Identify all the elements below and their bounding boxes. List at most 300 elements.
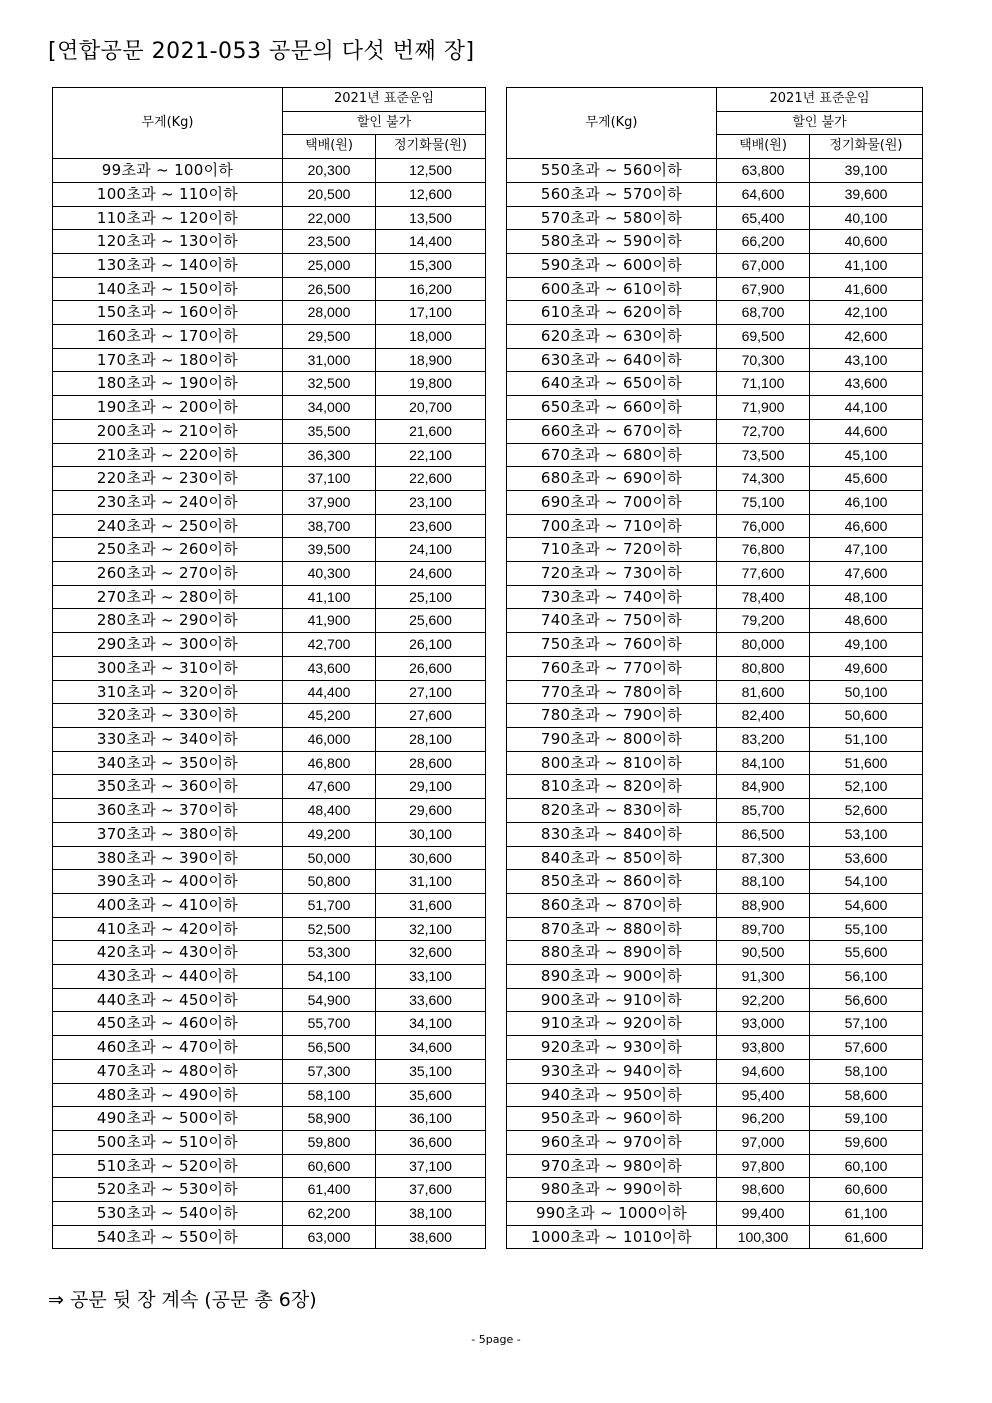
courier-rate-cell: 50,000 xyxy=(283,846,376,870)
table-row xyxy=(53,988,486,1012)
table-row xyxy=(53,1059,486,1083)
courier-rate-cell: 58,900 xyxy=(283,1107,376,1131)
weight-range-cell: 740초과 ~ 750이하 xyxy=(507,609,717,633)
weight-range-cell: 210초과 ~ 220이하 xyxy=(53,443,283,467)
table-row xyxy=(53,301,486,325)
freight-rate-cell: 47,600 xyxy=(810,562,923,586)
courier-rate-cell: 92,200 xyxy=(717,988,810,1012)
table-row xyxy=(53,846,486,870)
freight-rate-cell: 18,900 xyxy=(376,348,486,372)
courier-rate-cell: 91,300 xyxy=(717,965,810,989)
freight-rate-cell: 30,600 xyxy=(376,846,486,870)
courier-rate-cell: 93,800 xyxy=(717,1036,810,1060)
freight-rate-cell: 31,600 xyxy=(376,893,486,917)
courier-rate-cell: 40,300 xyxy=(283,562,376,586)
weight-range-cell: 760초과 ~ 770이하 xyxy=(507,656,717,680)
table-row xyxy=(507,609,923,633)
weight-range-cell: 840초과 ~ 850이하 xyxy=(507,846,717,870)
table-row xyxy=(53,538,486,562)
courier-rate-cell: 35,500 xyxy=(283,419,376,443)
freight-rate-cell: 17,100 xyxy=(376,301,486,325)
courier-rate-cell: 43,600 xyxy=(283,656,376,680)
courier-rate-cell: 46,800 xyxy=(283,751,376,775)
weight-range-cell: 490초과 ~ 500이하 xyxy=(53,1107,283,1131)
freight-rate-cell: 36,100 xyxy=(376,1107,486,1131)
table-row xyxy=(53,680,486,704)
courier-rate-cell: 64,600 xyxy=(717,182,810,206)
table-row xyxy=(507,1083,923,1107)
freight-rate-cell: 29,100 xyxy=(376,775,486,799)
weight-range-cell: 180초과 ~ 190이하 xyxy=(53,372,283,396)
freight-rate-cell: 34,600 xyxy=(376,1036,486,1060)
table-row xyxy=(53,609,486,633)
courier-header: 택배(원) xyxy=(283,135,376,159)
table-row xyxy=(507,799,923,823)
table-row xyxy=(507,1202,923,1226)
rate-rows-left xyxy=(53,159,486,1249)
table-row xyxy=(53,1083,486,1107)
freight-rate-cell: 25,100 xyxy=(376,585,486,609)
table-row xyxy=(53,182,486,206)
courier-rate-cell: 100,300 xyxy=(717,1225,810,1249)
courier-rate-cell: 84,100 xyxy=(717,751,810,775)
freight-rate-cell: 51,100 xyxy=(810,727,923,751)
table-row xyxy=(53,727,486,751)
weight-range-cell: 240초과 ~ 250이하 xyxy=(53,514,283,538)
table-row xyxy=(507,917,923,941)
table-row xyxy=(53,277,486,301)
table-row xyxy=(53,253,486,277)
weight-range-cell: 690초과 ~ 700이하 xyxy=(507,490,717,514)
freight-rate-cell: 23,100 xyxy=(376,490,486,514)
courier-rate-cell: 57,300 xyxy=(283,1059,376,1083)
weight-range-cell: 360초과 ~ 370이하 xyxy=(53,799,283,823)
weight-range-cell: 270초과 ~ 280이하 xyxy=(53,585,283,609)
document-title: [연합공문 2021-053 공문의 다섯 번째 장] xyxy=(48,39,475,64)
weight-range-cell: 950초과 ~ 960이하 xyxy=(507,1107,717,1131)
weight-range-cell: 170초과 ~ 180이하 xyxy=(53,348,283,372)
table-row xyxy=(507,941,923,965)
courier-rate-cell: 82,400 xyxy=(717,704,810,728)
table-row xyxy=(507,1225,923,1249)
table-row xyxy=(53,490,486,514)
table-row xyxy=(53,893,486,917)
weight-range-cell: 380초과 ~ 390이하 xyxy=(53,846,283,870)
weight-header: 무게(Kg) xyxy=(53,88,283,159)
table-row xyxy=(53,1178,486,1202)
year-rate-header: 2021년 표준운임 xyxy=(283,88,486,112)
freight-rate-cell: 39,100 xyxy=(810,159,923,183)
freight-header: 정기화물(원) xyxy=(810,135,923,159)
weight-range-cell: 670초과 ~ 680이하 xyxy=(507,443,717,467)
table-row xyxy=(53,514,486,538)
table-row xyxy=(507,514,923,538)
table-row xyxy=(53,751,486,775)
freight-rate-cell: 56,600 xyxy=(810,988,923,1012)
weight-range-cell: 300초과 ~ 310이하 xyxy=(53,656,283,680)
table-row xyxy=(507,1130,923,1154)
weight-range-cell: 960초과 ~ 970이하 xyxy=(507,1130,717,1154)
freight-rate-cell: 38,600 xyxy=(376,1225,486,1249)
courier-rate-cell: 42,700 xyxy=(283,633,376,657)
table-row xyxy=(53,917,486,941)
courier-rate-cell: 55,700 xyxy=(283,1012,376,1036)
freight-rate-cell: 35,100 xyxy=(376,1059,486,1083)
courier-rate-cell: 62,200 xyxy=(283,1202,376,1226)
table-row xyxy=(53,656,486,680)
weight-range-cell: 550초과 ~ 560이하 xyxy=(507,159,717,183)
courier-rate-cell: 20,500 xyxy=(283,182,376,206)
freight-rate-cell: 49,100 xyxy=(810,633,923,657)
table-row xyxy=(507,1178,923,1202)
courier-rate-cell: 48,400 xyxy=(283,799,376,823)
weight-range-cell: 350초과 ~ 360이하 xyxy=(53,775,283,799)
weight-range-cell: 870초과 ~ 880이하 xyxy=(507,917,717,941)
freight-rate-cell: 24,100 xyxy=(376,538,486,562)
weight-range-cell: 700초과 ~ 710이하 xyxy=(507,514,717,538)
freight-rate-cell: 46,600 xyxy=(810,514,923,538)
freight-rate-cell: 12,500 xyxy=(376,159,486,183)
courier-rate-cell: 71,900 xyxy=(717,396,810,420)
weight-range-cell: 250초과 ~ 260이하 xyxy=(53,538,283,562)
courier-rate-cell: 83,200 xyxy=(717,727,810,751)
freight-rate-cell: 31,100 xyxy=(376,870,486,894)
courier-rate-cell: 66,200 xyxy=(717,230,810,254)
weight-range-cell: 400초과 ~ 410이하 xyxy=(53,893,283,917)
weight-range-cell: 280초과 ~ 290이하 xyxy=(53,609,283,633)
courier-rate-cell: 89,700 xyxy=(717,917,810,941)
freight-rate-cell: 27,600 xyxy=(376,704,486,728)
table-row xyxy=(507,490,923,514)
freight-rate-cell: 40,600 xyxy=(810,230,923,254)
freight-rate-cell: 58,100 xyxy=(810,1059,923,1083)
courier-rate-cell: 23,500 xyxy=(283,230,376,254)
freight-rate-cell: 61,600 xyxy=(810,1225,923,1249)
freight-rate-cell: 25,600 xyxy=(376,609,486,633)
table-row xyxy=(53,419,486,443)
freight-rate-cell: 45,100 xyxy=(810,443,923,467)
freight-rate-cell: 12,600 xyxy=(376,182,486,206)
freight-rate-cell: 42,100 xyxy=(810,301,923,325)
weight-range-cell: 940초과 ~ 950이하 xyxy=(507,1083,717,1107)
freight-rate-cell: 29,600 xyxy=(376,799,486,823)
weight-range-cell: 790초과 ~ 800이하 xyxy=(507,727,717,751)
courier-rate-cell: 87,300 xyxy=(717,846,810,870)
freight-rate-cell: 51,600 xyxy=(810,751,923,775)
courier-rate-cell: 44,400 xyxy=(283,680,376,704)
courier-rate-cell: 67,000 xyxy=(717,253,810,277)
courier-rate-cell: 71,100 xyxy=(717,372,810,396)
weight-range-cell: 310초과 ~ 320이하 xyxy=(53,680,283,704)
courier-rate-cell: 39,500 xyxy=(283,538,376,562)
weight-range-cell: 520초과 ~ 530이하 xyxy=(53,1178,283,1202)
courier-rate-cell: 61,400 xyxy=(283,1178,376,1202)
weight-range-cell: 99초과 ~ 100이하 xyxy=(53,159,283,183)
table-row xyxy=(507,585,923,609)
courier-rate-cell: 94,600 xyxy=(717,1059,810,1083)
weight-range-cell: 470초과 ~ 480이하 xyxy=(53,1059,283,1083)
courier-rate-cell: 81,600 xyxy=(717,680,810,704)
table-row xyxy=(53,799,486,823)
weight-range-cell: 320초과 ~ 330이하 xyxy=(53,704,283,728)
courier-rate-cell: 88,100 xyxy=(717,870,810,894)
weight-range-cell: 730초과 ~ 740이하 xyxy=(507,585,717,609)
freight-rate-cell: 14,400 xyxy=(376,230,486,254)
freight-rate-cell: 50,100 xyxy=(810,680,923,704)
table-row xyxy=(53,965,486,989)
courier-rate-cell: 63,000 xyxy=(283,1225,376,1249)
no-discount-header: 할인 불가 xyxy=(283,111,486,135)
weight-range-cell: 190초과 ~ 200이하 xyxy=(53,396,283,420)
freight-rate-cell: 22,100 xyxy=(376,443,486,467)
courier-rate-cell: 63,800 xyxy=(717,159,810,183)
table-row xyxy=(53,467,486,491)
table-row xyxy=(507,348,923,372)
weight-range-cell: 820초과 ~ 830이하 xyxy=(507,799,717,823)
table-row xyxy=(507,372,923,396)
weight-range-cell: 720초과 ~ 730이하 xyxy=(507,562,717,586)
freight-rate-cell: 23,600 xyxy=(376,514,486,538)
courier-rate-cell: 67,900 xyxy=(717,277,810,301)
weight-range-cell: 590초과 ~ 600이하 xyxy=(507,253,717,277)
table-row xyxy=(53,1202,486,1226)
table-row xyxy=(507,893,923,917)
freight-rate-cell: 22,600 xyxy=(376,467,486,491)
courier-rate-cell: 77,600 xyxy=(717,562,810,586)
freight-rate-cell: 55,600 xyxy=(810,941,923,965)
table-row xyxy=(507,1107,923,1131)
weight-range-cell: 510초과 ~ 520이하 xyxy=(53,1154,283,1178)
courier-rate-cell: 56,500 xyxy=(283,1036,376,1060)
table-row xyxy=(507,467,923,491)
freight-rate-cell: 47,100 xyxy=(810,538,923,562)
freight-rate-cell: 53,600 xyxy=(810,846,923,870)
table-row xyxy=(507,680,923,704)
table-row xyxy=(507,443,923,467)
table-row xyxy=(53,1154,486,1178)
table-row xyxy=(53,704,486,728)
courier-rate-cell: 96,200 xyxy=(717,1107,810,1131)
courier-rate-cell: 37,900 xyxy=(283,490,376,514)
weight-range-cell: 750초과 ~ 760이하 xyxy=(507,633,717,657)
weight-range-cell: 370초과 ~ 380이하 xyxy=(53,822,283,846)
weight-range-cell: 420초과 ~ 430이하 xyxy=(53,941,283,965)
freight-rate-cell: 32,600 xyxy=(376,941,486,965)
table-row xyxy=(53,159,486,183)
table-row xyxy=(507,301,923,325)
courier-rate-cell: 22,000 xyxy=(283,206,376,230)
freight-rate-cell: 32,100 xyxy=(376,917,486,941)
table-row xyxy=(53,585,486,609)
courier-rate-cell: 73,500 xyxy=(717,443,810,467)
weight-range-cell: 660초과 ~ 670이하 xyxy=(507,419,717,443)
courier-rate-cell: 60,600 xyxy=(283,1154,376,1178)
table-row xyxy=(507,870,923,894)
table-row xyxy=(507,775,923,799)
freight-rate-cell: 13,500 xyxy=(376,206,486,230)
freight-rate-cell: 40,100 xyxy=(810,206,923,230)
weight-range-cell: 330초과 ~ 340이하 xyxy=(53,727,283,751)
freight-rate-cell: 28,600 xyxy=(376,751,486,775)
courier-rate-cell: 84,900 xyxy=(717,775,810,799)
courier-rate-cell: 25,000 xyxy=(283,253,376,277)
courier-rate-cell: 72,700 xyxy=(717,419,810,443)
courier-rate-cell: 97,800 xyxy=(717,1154,810,1178)
courier-rate-cell: 52,500 xyxy=(283,917,376,941)
freight-rate-cell: 53,100 xyxy=(810,822,923,846)
weight-range-cell: 630초과 ~ 640이하 xyxy=(507,348,717,372)
weight-range-cell: 640초과 ~ 650이하 xyxy=(507,372,717,396)
table-row xyxy=(53,1012,486,1036)
year-rate-header: 2021년 표준운임 xyxy=(717,88,923,112)
weight-range-cell: 1000초과 ~ 1010이하 xyxy=(507,1225,717,1249)
table-row xyxy=(507,822,923,846)
courier-rate-cell: 38,700 xyxy=(283,514,376,538)
courier-rate-cell: 47,600 xyxy=(283,775,376,799)
freight-rate-cell: 33,600 xyxy=(376,988,486,1012)
freight-rate-cell: 46,100 xyxy=(810,490,923,514)
table-row xyxy=(53,1225,486,1249)
freight-rate-cell: 52,100 xyxy=(810,775,923,799)
courier-rate-cell: 80,000 xyxy=(717,633,810,657)
courier-rate-cell: 37,100 xyxy=(283,467,376,491)
table-row xyxy=(507,1012,923,1036)
courier-rate-cell: 46,000 xyxy=(283,727,376,751)
courier-rate-cell: 51,700 xyxy=(283,893,376,917)
courier-rate-cell: 31,000 xyxy=(283,348,376,372)
weight-range-cell: 100초과 ~ 110이하 xyxy=(53,182,283,206)
weight-header: 무게(Kg) xyxy=(507,88,717,159)
table-row xyxy=(507,965,923,989)
table-row xyxy=(507,633,923,657)
courier-rate-cell: 93,000 xyxy=(717,1012,810,1036)
freight-rate-cell: 50,600 xyxy=(810,704,923,728)
freight-rate-cell: 60,100 xyxy=(810,1154,923,1178)
table-row xyxy=(53,372,486,396)
weight-range-cell: 390초과 ~ 400이하 xyxy=(53,870,283,894)
table-row xyxy=(53,325,486,349)
freight-rate-cell: 18,000 xyxy=(376,325,486,349)
freight-rate-cell: 57,600 xyxy=(810,1036,923,1060)
freight-rate-cell: 49,600 xyxy=(810,656,923,680)
courier-rate-cell: 80,800 xyxy=(717,656,810,680)
freight-rate-cell: 24,600 xyxy=(376,562,486,586)
weight-range-cell: 810초과 ~ 820이하 xyxy=(507,775,717,799)
courier-rate-cell: 53,300 xyxy=(283,941,376,965)
freight-rate-cell: 38,100 xyxy=(376,1202,486,1226)
freight-rate-cell: 52,600 xyxy=(810,799,923,823)
table-row xyxy=(507,253,923,277)
weight-range-cell: 770초과 ~ 780이하 xyxy=(507,680,717,704)
table-row xyxy=(507,1154,923,1178)
freight-rate-cell: 26,100 xyxy=(376,633,486,657)
weight-range-cell: 440초과 ~ 450이하 xyxy=(53,988,283,1012)
weight-range-cell: 480초과 ~ 490이하 xyxy=(53,1083,283,1107)
freight-rate-cell: 36,600 xyxy=(376,1130,486,1154)
table-row xyxy=(53,775,486,799)
courier-rate-cell: 75,100 xyxy=(717,490,810,514)
weight-range-cell: 970초과 ~ 980이하 xyxy=(507,1154,717,1178)
weight-range-cell: 930초과 ~ 940이하 xyxy=(507,1059,717,1083)
weight-range-cell: 910초과 ~ 920이하 xyxy=(507,1012,717,1036)
freight-rate-cell: 55,100 xyxy=(810,917,923,941)
table-row xyxy=(53,562,486,586)
freight-header: 정기화물(원) xyxy=(376,135,486,159)
courier-rate-cell: 97,000 xyxy=(717,1130,810,1154)
table-row xyxy=(507,562,923,586)
freight-rate-cell: 54,100 xyxy=(810,870,923,894)
courier-rate-cell: 74,300 xyxy=(717,467,810,491)
weight-range-cell: 650초과 ~ 660이하 xyxy=(507,396,717,420)
freight-rate-cell: 59,600 xyxy=(810,1130,923,1154)
courier-rate-cell: 49,200 xyxy=(283,822,376,846)
courier-rate-cell: 65,400 xyxy=(717,206,810,230)
weight-range-cell: 580초과 ~ 590이하 xyxy=(507,230,717,254)
courier-rate-cell: 79,200 xyxy=(717,609,810,633)
weight-range-cell: 500초과 ~ 510이하 xyxy=(53,1130,283,1154)
freight-rate-cell: 42,600 xyxy=(810,325,923,349)
table-row xyxy=(507,751,923,775)
weight-range-cell: 710초과 ~ 720이하 xyxy=(507,538,717,562)
weight-range-cell: 860초과 ~ 870이하 xyxy=(507,893,717,917)
courier-rate-cell: 76,800 xyxy=(717,538,810,562)
courier-rate-cell: 29,500 xyxy=(283,325,376,349)
freight-rate-cell: 58,600 xyxy=(810,1083,923,1107)
freight-rate-cell: 60,600 xyxy=(810,1178,923,1202)
weight-range-cell: 540초과 ~ 550이하 xyxy=(53,1225,283,1249)
table-row xyxy=(53,348,486,372)
table-row xyxy=(507,230,923,254)
freight-rate-cell: 37,600 xyxy=(376,1178,486,1202)
weight-range-cell: 890초과 ~ 900이하 xyxy=(507,965,717,989)
weight-range-cell: 200초과 ~ 210이하 xyxy=(53,419,283,443)
courier-rate-cell: 50,800 xyxy=(283,870,376,894)
table-row xyxy=(53,822,486,846)
table-row xyxy=(507,727,923,751)
table-row xyxy=(507,538,923,562)
table-row xyxy=(507,419,923,443)
weight-range-cell: 230초과 ~ 240이하 xyxy=(53,490,283,514)
weight-range-cell: 110초과 ~ 120이하 xyxy=(53,206,283,230)
weight-range-cell: 980초과 ~ 990이하 xyxy=(507,1178,717,1202)
table-row xyxy=(507,1059,923,1083)
table-row xyxy=(507,396,923,420)
courier-rate-cell: 70,300 xyxy=(717,348,810,372)
freight-rate-cell: 61,100 xyxy=(810,1202,923,1226)
courier-rate-cell: 54,100 xyxy=(283,965,376,989)
freight-rate-cell: 43,600 xyxy=(810,372,923,396)
table-row xyxy=(53,396,486,420)
table-row xyxy=(53,870,486,894)
courier-rate-cell: 68,700 xyxy=(717,301,810,325)
weight-range-cell: 430초과 ~ 440이하 xyxy=(53,965,283,989)
courier-header: 택배(원) xyxy=(717,135,810,159)
rate-table-right xyxy=(506,87,923,1249)
weight-range-cell: 260초과 ~ 270이하 xyxy=(53,562,283,586)
courier-rate-cell: 98,600 xyxy=(717,1178,810,1202)
freight-rate-cell: 16,200 xyxy=(376,277,486,301)
freight-rate-cell: 19,800 xyxy=(376,372,486,396)
weight-range-cell: 120초과 ~ 130이하 xyxy=(53,230,283,254)
page-number: - 5page - xyxy=(471,1333,521,1346)
table-row xyxy=(507,182,923,206)
freight-rate-cell: 57,100 xyxy=(810,1012,923,1036)
freight-rate-cell: 45,600 xyxy=(810,467,923,491)
courier-rate-cell: 95,400 xyxy=(717,1083,810,1107)
rate-table-left xyxy=(52,87,486,1249)
table-row xyxy=(507,1036,923,1060)
weight-range-cell: 450초과 ~ 460이하 xyxy=(53,1012,283,1036)
